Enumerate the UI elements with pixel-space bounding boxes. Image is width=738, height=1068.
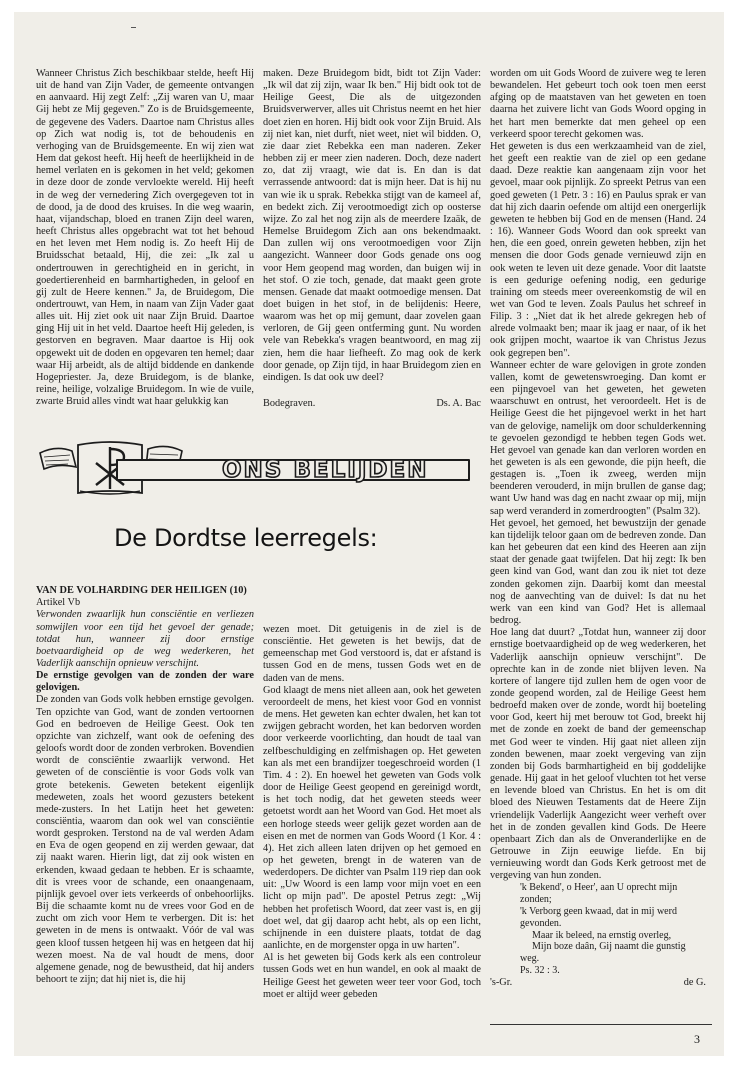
top-mark: [131, 27, 136, 28]
article-text: Verwonden zwaarlijk hun consciëntie en verliezen somwijlen voor een tijd het gevoel der genade; totdat hun, wanneer zij door ernstige boetvaardigheid op de weg wederkeren, het Vaderlijk aanschijn opnieuw verschijnt.: [36, 609, 254, 669]
paragraph: wezen moet. Dit getuigenis in de ziel is de consciëntie. Het geweten is het bewijs, dat de gemeenschap met God verstoord is, dat er afstand is tussen God en de mens, tussen Gods wet en de daden van de mens.: [263, 624, 481, 684]
section-emblem: [36, 439, 472, 501]
paragraph: Het gevoel, het gemoed, het bewustzijn der genade kan tijdelijk teloor gaan om de bedreven zonde. Dan kan het gebeuren dat een kind des Heeren aan zijn staat der genade gaat twijfelen. Dat hij zegt: Ik ben geen kind van God, want dan zou ik niet tot deze zonden gekomen zijn. Daarbij komt dan meestal nog de aanvechting van de duivel: Is dat nu het werk van een kind van God? Het is allemaal bedrog.: [490, 517, 706, 627]
column-left-bottom: [36, 585, 254, 986]
psalm-verse: [520, 882, 706, 976]
subheading: De ernstige gevolgen van de zonden der ware gelovigen.: [36, 670, 254, 694]
paragraph: Het geweten is dus een werkzaamheid van de ziel, het geeft een reaktie van de ziel op een gedane daad. Deze reaktie kan aangenaam zijn voor het gevoel, maar ook pijnlijk. Zo spreekt Petrus van een goed geweten (1 Petr. 3 : 16) en Paulus sprak er van dat hij zich daarin oefende om altijd een onergerlijk geweten te hebben bij God en de mensen (Hand. 24 : 16). Wanneer Gods Woord dan ook spreekt van hen, die een goed, onrein geweten hebben, zijn het mensen die door Gods genade vernieuwd zijn en ook weten te leven uit deze genade. Voor dit laatste is een gedurige oefening nodig, een gedurige training om steeds meer overeenkomstig de wil en wet van God te leven. Zoals Paulus het schreef in Filip. 3 : „Niet dat ik het alrede gekregen heb of alrede volmaakt ben; maar ik jaag er naar, of ik het ook grijpen mocht, waartoe ik van Christus Jezus ook gegrepen ben".: [490, 140, 706, 359]
verse-line: gevonden.: [520, 917, 562, 929]
signature: [263, 398, 481, 410]
column-middle-top: [263, 68, 481, 410]
column-left-top: [36, 68, 254, 408]
footer-rule: [490, 1024, 712, 1025]
article-title: De Dordtse leerregels:: [114, 524, 378, 552]
verse-line: 'k Bekend', o Heer', aan U oprecht mijn: [520, 882, 678, 894]
verse-reference: Ps. 32 : 3.: [520, 965, 560, 977]
verse-signature: [490, 977, 706, 989]
paragraph: Wanneer echter de ware gelovigen in grote zonden vallen, komt de gewetenswroeging. Dan komt er een pijngevoel van het geweten, het geweten waarschuwt en ontrust, het veroordeelt. Het is de Heilige Geest die het pijngevoel werkt in het hart van de gelovige, namelijk om door schulderkenning te gevoelen gezondigd te hebben tegen Gods wet. Het gevoel van genade kan dan verloren worden en het geweten is als een gewonde, die pijn heeft, die gestagen is. „Toen ik zweeg, werden mijn beenderen verouderd, in mijn brullen de ganse dag; want Uw hand was dag en nacht zwaar op mij, mijn sap werd veranderd in zomerdroogten" (Psalm 32).: [490, 359, 706, 517]
verse-line: Maar ik beleed, na ernstig overleg,: [532, 929, 672, 941]
signature-name: Ds. A. Bac: [436, 398, 481, 410]
paragraph: Wanneer Christus Zich beschikbaar stelde, heeft Hij uit de hand van Zijn Vader, de gemeente ontvangen en aanvaard. Hij zegt Zelf: „Zij waren van U, maar Gij hebt ze Mij gegeven." Zo is de Bruidsgemeente, de gegevene des Vaders. Daartoe nam Christus alles op Zich wat nodig is, tot de behoudenis en verhoging van de Bruidsgemeente. En wij zien wat Hem dat gekost heeft. Hij heeft de heerlijkheid in de hemel verlaten en is gekomen in het veld; gekomen in deze door de zonde vervloekte wereld. Hij heeft in de weg der vernedering Zich overgegeven tot in de dood, ja de dood des kruises. In die weg waarin, haat, vijandschap, bloed en tranen Zijn deel waren, heeft Christus alles opgebracht wat tot het behoud en het leven met Hem nodig is. Zo heeft Hij de Bruidsschat betaald, Hij, die zei: „Ik zal u ondertrouwen in gerechtigheid en in gericht, in goedertierenheid en barmhartigheden, in geloof en gij zult de Heere kennen." Ja, de Bruidegom, Die ondertrouwt, van Hem, in naam van Zijn Vader gaat alles uit. Hij ziet ook uit naar Zijn Bruid. Daartoe ging Hij uit in het veld. Daartoe heeft Hij geleden, is gestorven en begraven. Maar daartoe is Hij ook opgewekt uit de doden en opgevaren ten hemel; daar waar Hij arbeidt, als de altijd biddende en dankende Hogepriester. Ja, deze Bruidegom, is de blanke, reine, heilige, volzalige Bruidegom. In wie de vuile, zwarte Bruid alles vindt wat haar gelukkig kan: [36, 68, 254, 408]
signature-place: Bodegraven.: [263, 398, 316, 410]
verse-line: 'k Verborg geen kwaad, dat in mij werd: [520, 906, 677, 918]
article-label: Artikel Vb: [36, 597, 81, 609]
paragraph: De zonden van Gods volk hebben ernstige gevolgen. Ten opzichte van God, want de zonden vertoornen God en bedroeven de Heilige Geest. Ook ten opzichte van zichzelf, want ook de oefening des geloofs wordt door de zonden verbroken. Bovendien wordt de consciëntie zwaarlijk verwond. Het geweten of de consciëntie is voor Gods volk van grote betekenis. Geweten betekent eigenlijk medeweten, zoals het woord gezusters betekent mede-zusters. In het Latijn heet het geweten: consciëntia, waarom dan ook wel van consciëntie wordt gesproken. Terstond na de val werden Adam en Eva de ogen geopend en zij werden gewaar, dat zij naakt waren. Hierin ligt, dat zij ook wisten en erkenden, kwaad gedaan te hebben. Er is schaamte, dit is vrees voor de schande, een onaangenaam, pijnlijk gevoel over iets verkeerds of onbehoorlijks. Bij die schaamte komt nu de vrees voor God en de zucht om zich voor Hem te verbergen. Dit is: het geweten in de mens is ontwaakt. Vóór de val was geen kloof tussen hetgeen hij was en hetgeen dat hij wezen moest. Na de val houdt de mens, door algemene genade, nog de bewustheid, dat hij anders behoort te zijn; dat hij niet is, die hij: [36, 694, 254, 986]
paragraph: Hoe lang dat duurt? „Totdat hun, wanneer zij door ernstige boetvaardigheid op de weg wederkeren, het Vaderlijk aanschijn opnieuw verschijnt". De oprechte kan in de zonde niet blijven leven. Na kortere of langere tijd zullen hem de ogen voor de zonde geopend worden, zal de Heilige Geest hem bedroefd maken over de zonde, wordt hij boeteling voor God, keert hij met berouw tot God, breekt hij met de zonde en zoekt de band der gemeenschap met God weer te vinden. Hij gaat niet alleen zijn zonden bewenen, maar zoekt vergeving van zijn zonden bij Gods barmhartigheid en bij goddelijke genade. Hij gaat in het geloof vluchten tot het verse en levende bloed van Christus. En het is om dit bloed des Nieuwen Testaments dat de Heere Zijn vriendelijk Vaderlijk Aangezicht weer verheft over het in de zonden gevallen kind Gods. De Heere openbaart Zich dan als de Onveranderlijke en de Getrouwe in Zijn eeuwige liefde. En bij vernieuwing wordt dan Gods Kerk getroost met de vergeving van hun zonden.: [490, 627, 706, 882]
paragraph: maken. Deze Bruidegom bidt, bidt tot Zijn Vader: „Ik wil dat zij zijn, waar Ik ben." Hij bidt ook tot de Heilige Geest, Die als de uitgezonden Bruidsverwerver, alles uit Christus neemt en het hier doet zien en horen. Hij bidt ook voor Zijn Bruid. Als zij niet kan, niet durft, niet weet, niet wil bidden. O, zie daar ziet Rebekka een man naderen. Zeker hebben zij er meer zien naderen. Doch, deze nadert zo, dat zij vraagt, wie dat is. En dan is dat verrassende antwoord: dat is mijn heer. Dat is hij nu van wie ik u sprak. Rebekka stijgt van de kameel af, en bedekt zich. Zij verootmoedigt zich op oosterse wijze. Zo zal het nog zijn als de meerdere Izaäk, de Hemelse Bruidegom Zich aan ons bekendmaakt. Dan zullen wij ons verootmoedigen voor Zijn aangezicht. Wanneer door Gods genade ons oog voor Hem geopend mag worden, dan buigen wij in het stof. O zie toch, genade, dat maakt geen grote mensen. Genade dat maakt ootmoedige mensen. Dat doet buigen in het stof, in de belijdenis: Heere, waarom was het op mij gemunt, daar zovelen gaan verloren, de Gij geen ontferming gunt. Nu worden vele van Rebekka's vragen beantwoord, en mag zij zien, hem die haar liefheeft. Zo mag ook de kerk door genade, op Zijn tijd, in haar Bruidegom zien en eindigen. Is dat ook uw deel?: [263, 68, 481, 383]
verse-line: weg.: [520, 953, 540, 965]
section-heading: VAN DE VOLHARDING DER HEILIGEN (10): [36, 585, 247, 596]
paragraph: God klaagt de mens niet alleen aan, ook het geweten veroordeelt de mens, het kiest voor God en vonnist de mens. Het geweten kan echter dwalen, het kan tot zwijgen gebracht worden, het kan bedorven worden door verkeerde voorlichting, dan houdt de taal van zelfbeschuldiging en zelfmishagen op. Het geweten kan als met een brandijzer toegeschroeid worden (1 Tim. 4 : 2). En hoewel het geweten van Gods volk door de Heilige Geest geopend en gereinigd wordt, is het toch nodig, dat het geweten steeds weer getoetst wordt aan het Woord van God. Het moet als een horloge steeds weer gelijk gezet worden aan de eisen en met de normen van Gods Woord (1 Kor. 4 : 4). Het zich alleen laten drijven op het gemoed en op het geweten, brengt in de wateren van de wederdopers. De dichter van Psalm 119 riep dan ook uit: „Uw Woord is een lamp voor mijn voet en een licht op mijn pad". De apostel Petrus zegt: „Wij hebben het profetisch Woord, dat zeer vast is, en gij doet wel, dat gij daarop acht hebt, als op een licht, schijnende in een duistere plaats, totdat de dag aanlichte, en de morgenster opga in uw harten".: [263, 684, 481, 952]
paragraph: worden om uit Gods Woord de zuivere weg te leren bewandelen. Het gebeurt toch ook toen men eerst afging op de maatstaven van het geweten en toen daarna het zuivere licht van Gods Woord opging in het hart men bemerkte dat men geheel op een verkeerd spoor terecht gekomen was.: [490, 68, 706, 140]
verse-author: de G.: [683, 976, 706, 988]
column-right: [490, 68, 706, 989]
verse-place: 's-Gr.: [490, 976, 513, 988]
verse-line: zonden;: [520, 894, 552, 906]
column-middle-bottom: [263, 624, 481, 1001]
verse-line: Mijn boze daân, Gij naamt die gunstig: [532, 941, 686, 953]
page-number: 3: [694, 1032, 700, 1046]
magazine-page: [14, 12, 724, 1056]
section-banner: ONS BELIJDEN: [222, 457, 429, 483]
paragraph: Al is het geweten bij Gods kerk als een controleur tussen Gods wet en hun wandel, en ook al maakt de Heilige Geest het geweten weer teer voor God, toch moet er altijd weer gebeden: [263, 952, 481, 1000]
